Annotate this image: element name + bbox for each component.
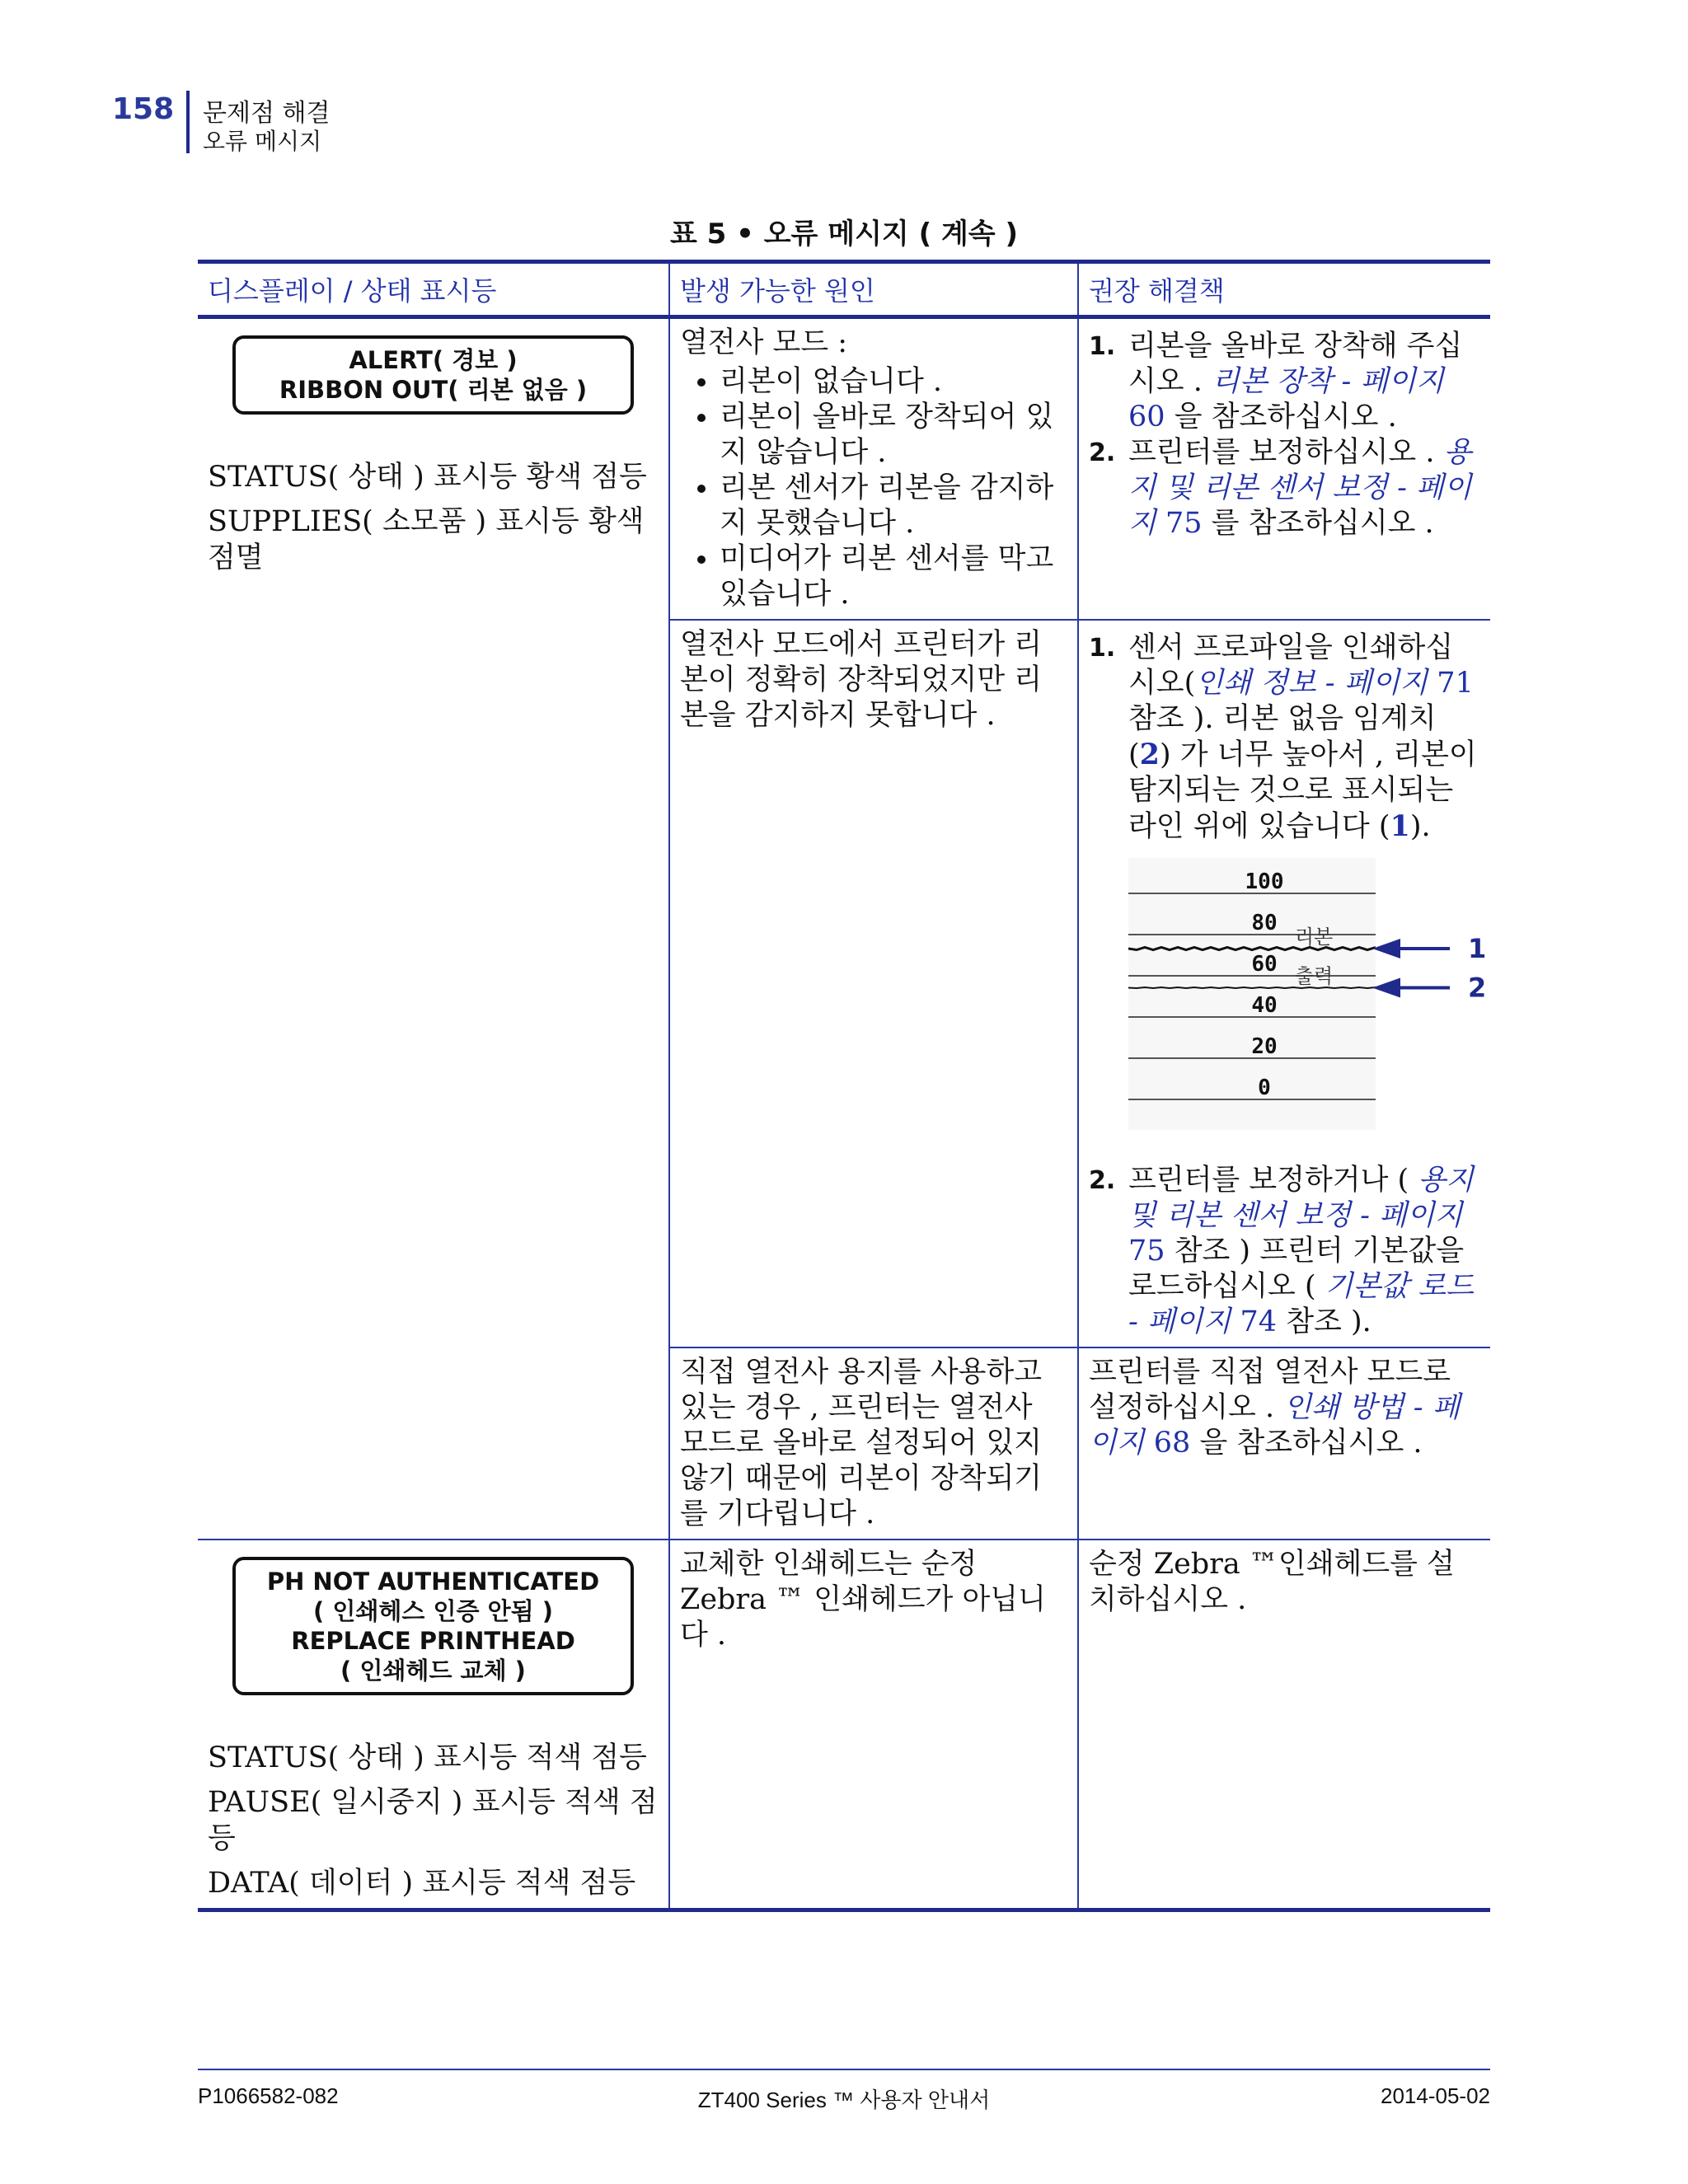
solution-cell xyxy=(1078,620,1490,1347)
cause-list xyxy=(680,364,1067,612)
chapter-title: 문제점 해결 xyxy=(203,99,331,128)
cause-cell: 직접 열전사 용지를 사용하고 있는 경우 , 프린터는 열전사 모드로 올바로 설정되어 있지 않기 때문에 리본이 장착되기를 기다립니다 . xyxy=(669,1347,1078,1540)
solution-cell xyxy=(1078,317,1490,621)
xref-link-load-ribbon[interactable]: 리본 장착 - 페이지 60 xyxy=(1128,365,1444,434)
lcd-line: REPLACE PRINTHEAD xyxy=(291,1627,575,1655)
column-header-cause: 발생 가능한 원인 xyxy=(669,262,1078,317)
led-status: STATUS( 상태 ) 표시등 황색 점등 xyxy=(208,461,647,494)
solution-text: 프린터를 보정하거나 ( xyxy=(1128,1164,1409,1197)
chart-series-label: 리본 xyxy=(1294,926,1334,949)
footer-divider xyxy=(198,2069,1490,2070)
solution-list xyxy=(1089,329,1480,541)
column-header-solution: 권장 해결책 xyxy=(1078,262,1490,317)
xref-link-calibrate[interactable]: 용지 및 리본 센서 보정 - 페이지 75 xyxy=(1128,436,1472,540)
page-number: 158 xyxy=(112,92,175,126)
chart-tick-label: 20 xyxy=(1251,1034,1278,1059)
chart-callout-arrowhead xyxy=(1372,978,1400,998)
list-item: • 리본이 없습니다 . xyxy=(720,364,1067,400)
solution-text: 리본을 올바로 장착해 주십시오 . xyxy=(1128,330,1463,398)
cause-cell: 열전사 모드에서 프린터가 리본이 정확히 장착되었지만 리본을 감지하지 못합니다 . xyxy=(669,620,1078,1347)
chart-callout-arrowhead xyxy=(1372,939,1400,958)
table-row xyxy=(198,317,1490,621)
table-caption: 표 5 • 오류 메시지 ( 계속 ) xyxy=(669,218,1019,251)
cause-intro: 열전사 모드 : xyxy=(680,326,848,359)
solution-list xyxy=(1089,630,1487,1340)
solution-text: 프린터를 직접 열전사 모드로 설정하십시오 . xyxy=(1089,1356,1451,1424)
lcd-line: PH NOT AUTHENTICATED xyxy=(266,1568,600,1596)
led-supplies: SUPPLIES( 소모품 ) 표시등 황색 점멸 xyxy=(208,505,645,574)
solution-cell xyxy=(1078,1347,1490,1540)
led-status: STATUS( 상태 ) 표시등 적색 점등 xyxy=(208,1741,647,1774)
lcd-line: RIBBON OUT( 리본 없음 ) xyxy=(279,376,588,404)
callout-number: 2 xyxy=(1139,738,1160,771)
list-item xyxy=(1128,435,1480,541)
chart-series-line xyxy=(1128,987,1376,988)
chart-tick-label: 80 xyxy=(1251,911,1278,935)
lcd-line: ( 인쇄헤드 교체 ) xyxy=(340,1657,526,1685)
sensor-profile-chart xyxy=(1128,858,1507,1130)
list-item: • 미디어가 리본 센서를 막고 있습니다 . xyxy=(720,541,1067,612)
chart-callout-number: 2 xyxy=(1468,972,1487,1004)
xref-link-load-defaults[interactable]: 기본값 로드 - 페이지 74 xyxy=(1128,1270,1474,1338)
footer-title: ZT400 Series ™ 사용자 안내서 xyxy=(697,2088,991,2112)
chart-tick-label: 40 xyxy=(1251,993,1278,1018)
list-item xyxy=(1128,630,1487,1130)
chart-tick-label: 100 xyxy=(1245,869,1284,894)
list-item xyxy=(1128,329,1480,435)
lcd-message-ph-not-authenticated xyxy=(232,1557,634,1695)
footer-doc-number: P1066582-082 xyxy=(198,2083,339,2108)
solution-text: 을 참조하십시오 . xyxy=(1199,1427,1423,1460)
solution-text: 참조 ). 리본 없음 임계치 ( xyxy=(1128,702,1437,771)
chart-tick-label: 0 xyxy=(1258,1076,1271,1100)
cause-cell xyxy=(669,317,1078,621)
cause-cell: 교체한 인쇄헤드는 순정 Zebra ™ 인쇄헤드가 아닙니다 . xyxy=(669,1540,1078,1910)
solution-text: 참조 ) 프린터 기본값을 로드하십시오 ( xyxy=(1128,1235,1465,1303)
list-item: • 리본 센서가 리본을 감지하지 못했습니다 . xyxy=(720,471,1067,541)
lcd-message-ribbon-out xyxy=(232,335,634,415)
chart-callout-number: 1 xyxy=(1468,933,1487,964)
list-item xyxy=(1128,1163,1480,1340)
callout-number: 1 xyxy=(1390,809,1410,843)
table-row xyxy=(198,1540,1490,1910)
header-divider xyxy=(186,91,190,153)
solution-cell: 순정 Zebra ™인쇄헤드를 설치하십시오 . xyxy=(1078,1540,1490,1910)
list-item: • 리본이 올바로 장착되어 있지 않습니다 . xyxy=(720,400,1067,471)
led-data: DATA( 데이터 ) 표시등 적색 점등 xyxy=(208,1867,636,1900)
lcd-line: ( 인쇄헤스 인증 안됨 ) xyxy=(312,1597,553,1625)
footer-date: 2014-05-02 xyxy=(1381,2083,1490,2108)
section-title: 오류 메시지 xyxy=(203,128,322,155)
solution-text: ) 가 너무 높아서 , 리본이 탐지되는 것으로 표시되는 라인 위에 있습니다 ( xyxy=(1128,738,1477,843)
chart-series-label: 출력 xyxy=(1294,964,1334,988)
column-header-display: 디스플레이 / 상태 표시등 xyxy=(198,262,669,317)
solution-text: 를 참조하십시오 . xyxy=(1211,507,1434,540)
solution-text: 센서 프로파일을 인쇄하십시오( xyxy=(1128,631,1454,700)
display-cell-ph-not-authenticated xyxy=(198,1540,669,1910)
solution-text: 을 참조하십시오 . xyxy=(1174,401,1397,434)
solution-text: ). xyxy=(1409,810,1431,843)
xref-link-print-info[interactable]: 인쇄 정보 - 페이지 71 xyxy=(1195,667,1474,700)
lcd-line: ALERT( 경보 ) xyxy=(349,346,518,374)
solution-text: 참조 ). xyxy=(1286,1305,1372,1338)
error-message-table xyxy=(198,260,1490,1912)
xref-link-print-method[interactable]: 인쇄 방법 - 페이지 68 xyxy=(1089,1391,1461,1460)
led-pause: PAUSE( 일시중지 ) 표시등 적색 점등 xyxy=(208,1786,658,1855)
table-header-row xyxy=(198,262,1490,317)
display-cell-ribbon-out xyxy=(198,317,669,1540)
solution-text: 프린터를 보정하십시오 . xyxy=(1128,436,1435,469)
xref-link-calibrate[interactable]: 용지 및 리본 센서 보정 - 페이지 75 xyxy=(1128,1164,1474,1268)
chart-tick-label: 60 xyxy=(1251,952,1278,977)
